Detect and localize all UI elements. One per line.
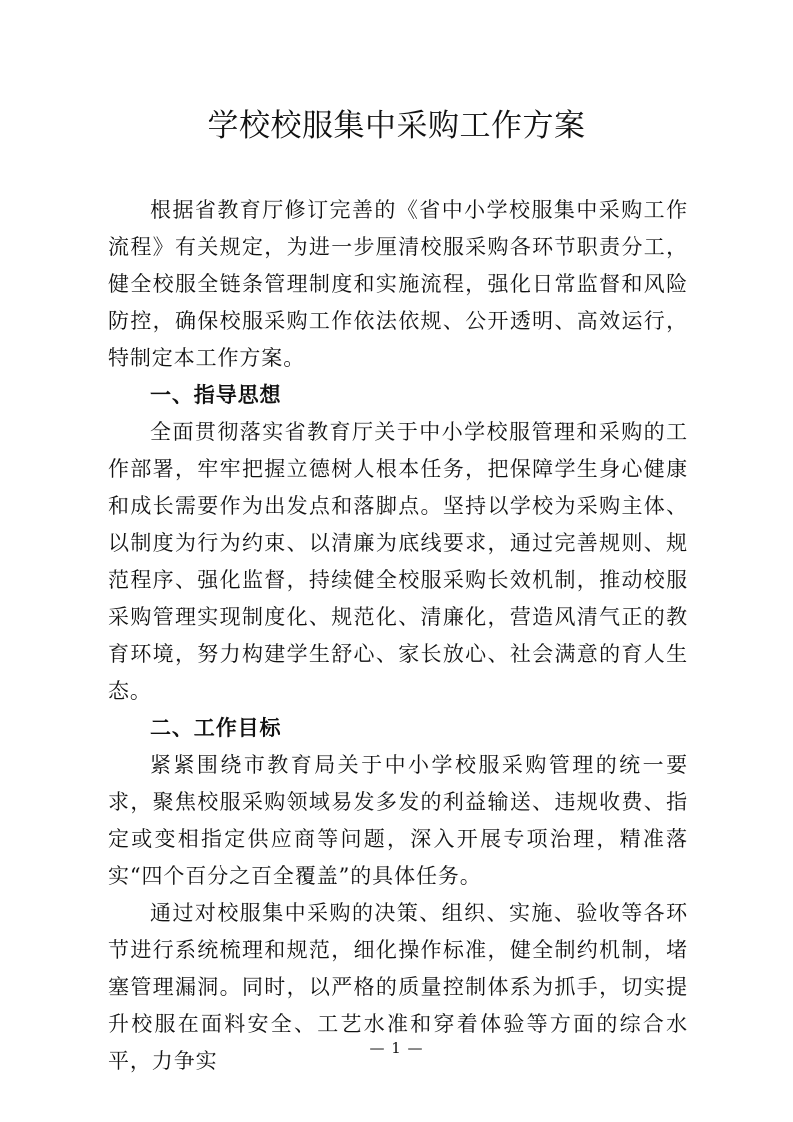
section-heading-work-goals: 二、工作目标 <box>150 716 282 740</box>
intro-paragraph: 根据省教育厅修订完善的《省中小学校服集中采购工作流程》有关规定，为进一步厘清校服采购各环节职责分工，健全校服全链条管理制度和实施流程，强化日常监督和风险防控，确保校服采购工作依法依规、公开透明、高效运行，特制定本工作方案。 <box>108 198 688 370</box>
section-heading-guiding-thought: 一、指导思想 <box>150 383 282 407</box>
work-goals-paragraph-1: 紧紧围绕市教育局关于中小学校服采购管理的统一要求，聚焦校服采购领域易发多发的利益输送、违规收费、指定或变相指定供应商等问题，深入开展专项治理，精准落实“四个百分之百全覆盖”的具体任务。 <box>108 753 688 888</box>
document-title: 学校校服集中采购工作方案 <box>207 108 586 144</box>
document-body <box>108 192 688 1080</box>
page-number: — 1 — <box>369 1039 424 1057</box>
work-goals-paragraph-2: 通过对校服集中采购的决策、组织、实施、验收等各环节进行系统梳理和规范，细化操作标准，健全制约机制，堵塞管理漏洞。同时，以严格的质量控制体系为抓手，切实提升校服在面料安全、工艺水准和穿着体验等方面的综合水平，力争实 <box>108 901 688 1073</box>
guiding-thought-paragraph: 全面贯彻落实省教育厅关于中小学校服管理和采购的工作部署，牢牢把握立德树人根本任务，把保障学生身心健康和成长需要作为出发点和落脚点。坚持以学校为采购主体、以制度为行为约束、以清廉为底线要求，通过完善规则、规范程序、强化监督，持续健全校服采购长效机制，推动校服采购管理实现制度化、规范化、清廉化，营造风清气正的教育环境，努力构建学生舒心、家长放心、社会满意的育人生态。 <box>108 420 688 703</box>
